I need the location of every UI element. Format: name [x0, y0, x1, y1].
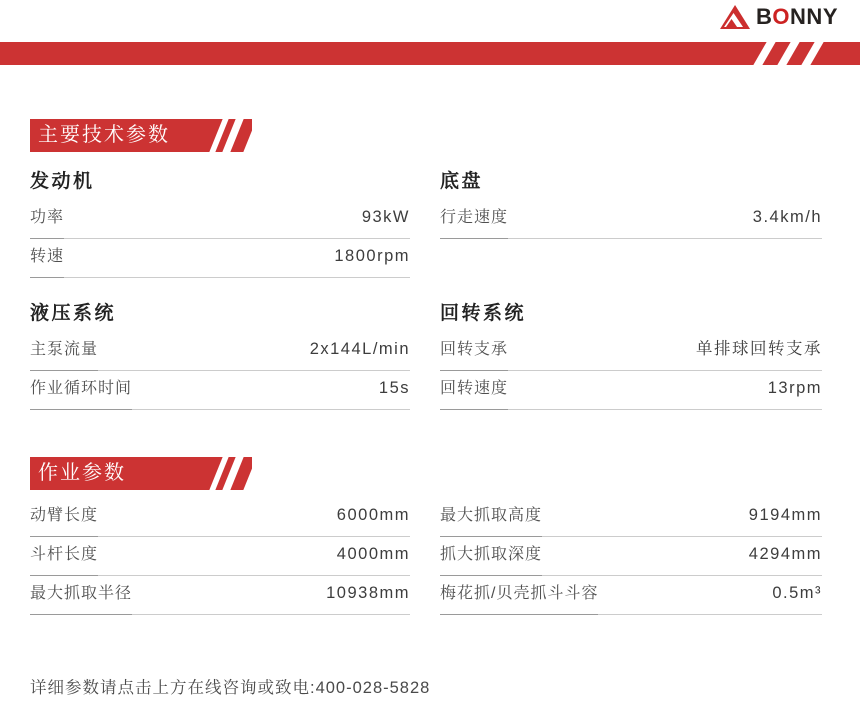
spec-value: 3.4km/h — [752, 208, 822, 226]
spec-value: 9194mm — [748, 506, 822, 524]
diagonal-stripe-icon — [777, 42, 799, 65]
section-tag-work-parameters — [30, 457, 252, 490]
section-title: 主要技术参数 — [38, 124, 170, 146]
group-chassis — [440, 168, 822, 239]
group-slewing — [440, 300, 822, 410]
bonny-logo — [720, 4, 838, 30]
spec-row — [30, 498, 410, 537]
spec-value: 0.5m³ — [772, 584, 822, 602]
bonny-triangle-icon — [720, 5, 750, 29]
spec-label: 抓大抓取深度 — [440, 541, 542, 564]
spec-value: 10938mm — [326, 584, 410, 602]
spec-label: 最大抓取半径 — [30, 580, 132, 603]
group-engine — [30, 168, 410, 278]
spec-value: 2x144L/min — [309, 340, 410, 358]
spec-value: 15s — [378, 379, 410, 397]
group-hydraulic — [30, 300, 410, 410]
spec-value: 93kW — [361, 208, 410, 226]
spec-label: 作业循环时间 — [30, 375, 132, 398]
spec-row — [30, 239, 410, 278]
spec-value: 1800rpm — [334, 247, 410, 265]
spec-row — [30, 537, 410, 576]
spec-label: 转速 — [30, 243, 64, 266]
spec-value: 4294mm — [748, 545, 822, 563]
spec-row — [440, 498, 822, 537]
diagonal-stripe-icon — [753, 42, 775, 65]
spec-label: 行走速度 — [440, 204, 508, 227]
section-title: 作业参数 — [38, 462, 126, 484]
spec-label: 回转支承 — [440, 336, 508, 359]
spec-row — [30, 576, 410, 615]
spec-label: 动臂长度 — [30, 502, 98, 525]
spec-row — [30, 371, 410, 410]
spec-label: 斗杆长度 — [30, 541, 98, 564]
spec-value: 6000mm — [336, 506, 410, 524]
diagonal-stripe-icon — [801, 42, 823, 65]
spec-value: 4000mm — [336, 545, 410, 563]
spec-row — [30, 200, 410, 239]
group-title: 底盘 — [440, 171, 484, 192]
spec-label: 回转速度 — [440, 375, 508, 398]
top-red-banner — [0, 42, 860, 65]
spec-label: 梅花抓/贝壳抓斗斗容 — [440, 580, 598, 603]
spec-row — [30, 332, 410, 371]
footer-contact-note: 详细参数请点击上方在线咨询或致电:400-028-5828 — [30, 679, 431, 697]
spec-label: 主泵流量 — [30, 336, 98, 359]
section-tag-main-parameters — [30, 119, 252, 152]
group-title: 发动机 — [30, 171, 95, 192]
spec-value: 13rpm — [767, 379, 822, 397]
group-title: 液压系统 — [30, 303, 117, 324]
spec-row — [440, 537, 822, 576]
spec-row — [440, 371, 822, 410]
group-work-right — [440, 498, 822, 615]
spec-value: 单排球回转支承 — [696, 340, 822, 358]
spec-label: 功率 — [30, 204, 64, 227]
spec-row — [440, 200, 822, 239]
group-title: 回转系统 — [440, 303, 527, 324]
spec-label: 最大抓取高度 — [440, 502, 542, 525]
bonny-logo-text: BONNY — [756, 4, 838, 29]
spec-row — [440, 576, 822, 615]
spec-row — [440, 332, 822, 371]
group-work-left — [30, 498, 410, 615]
